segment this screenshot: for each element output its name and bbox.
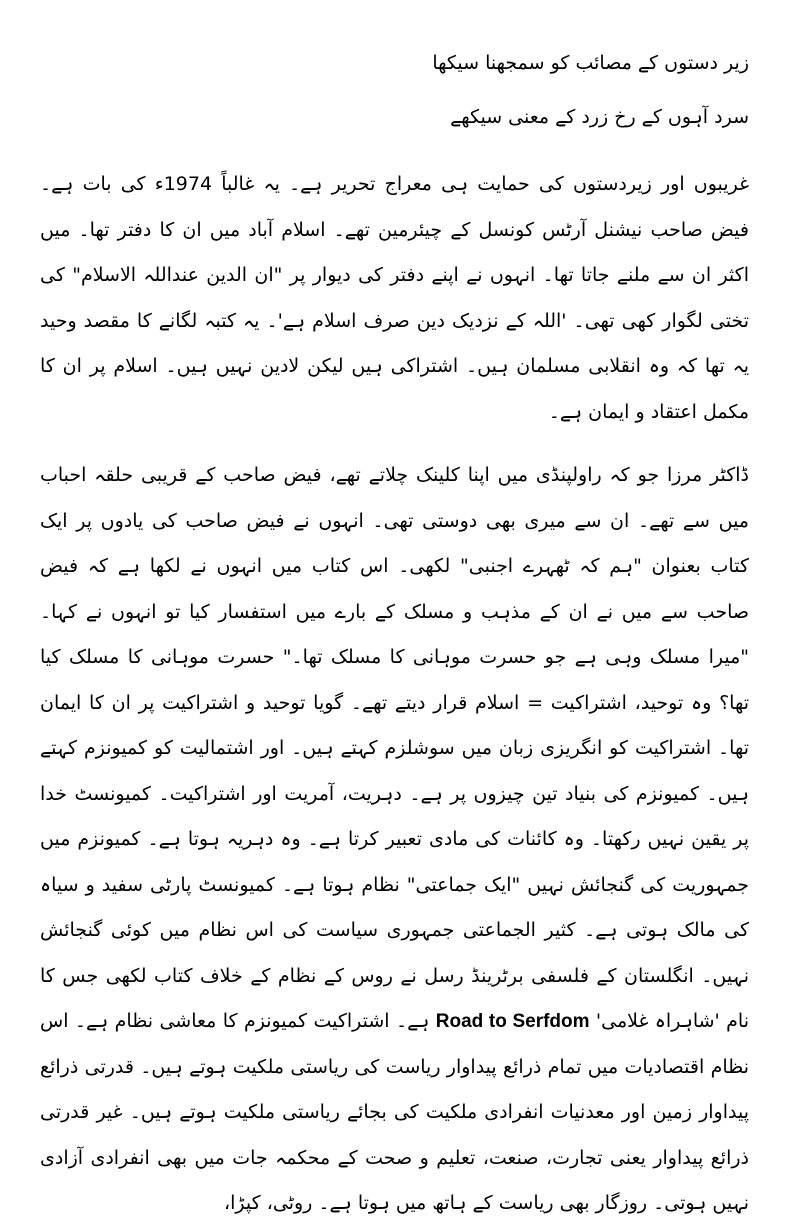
paragraph-1: غریبوں اور زیردستوں کی حمایت ہی معراج تحریر ہے۔ یہ غالباً 1974ء کی بات ہے۔ فیض صاحب نیشنل آرٹس کونسل کے چیئرمین تھے۔ اسلام آباد میں ان کا دفتر تھا۔ میں اکثر ان سے ملنے جاتا تھا۔ انہوں نے اپنے دفتر کی دیوار پر "ان الدین عنداللہ الاسلام" کی تختی لگوار کھی تھی۔ 'اللہ کے نزدیک دین صرف اسلام ہے'۔ یہ کتبہ لگانے کا مقصد وحید یہ تھا کہ وہ انقلابی مسلمان ہیں۔ اشتراکی ہیں لیکن لادین نہیں ہیں۔ اسلام پر ان کا مکمل اعتقاد و ایمان ہے۔ — [40, 173, 749, 423]
verse-line-1: زیر دستوں کے مصائب کو سمجھنا سیکھا — [432, 52, 749, 74]
paragraph-2-part-2: ہے۔ اشتراکیت کمیونزم کا معاشی نظام ہے۔ اس نظام اقتصادیات میں تمام ذرائع پیداوار ریاست کی ریاستی ملکیت ہوتے ہیں۔ قدرتی ذرائع پیداوار زمین اور معدنیات انفرادی ملکیت کی بجائے ریاستی ملکیت ہوتے ہیں۔ غیر قدرتی ذرائع پیداوار یعنی تجارت، صنعت، تعلیم و صحت کے محکمہ جات میں بھی انفرادی آزادی نہیں ہوتی۔ روزگار بھی ریاست کے ہاتھ میں ہوتا ہے۔ روٹی، کپڑا، — [40, 1010, 749, 1214]
english-book-title: Road to Serfdom — [435, 1011, 590, 1032]
verse-line-2: سرد آہوں کے رخ زرد کے معنی سیکھے — [450, 106, 749, 128]
paragraph-2-part-1: ڈاکٹر مرزا جو کہ راولپنڈی میں اپنا کلینک چلاتے تھے، فیض صاحب کے قریبی حلقہ احباب میں سے تھے۔ ان سے میری بھی دوستی تھی۔ انہوں نے فیض صاحب کی یادوں پر ایک کتاب بعنوان "ہم کہ ٹھہرے اجنبی" لکھی۔ اس کتاب میں انہوں نے لکھا ہے کہ فیض صاحب سے میں نے ان کے مذہب و مسلک کے بارے میں استفسار کیا تو انہوں نے کہا۔ "میرا مسلک وہی ہے جو حسرت موہانی کا مسلک تھا۔" حسرت موہانی کا مسلک کیا تھا؟ وہ توحید، اشتراکیت = اسلام قرار دیتے تھے۔ گویا توحید و اشتراکیت پر ان کا ایمان تھا۔ اشتراکیت کو انگریزی زبان میں سوشلزم کہتے ہیں۔ اور اشتمالیت کو کمیونزم کہتے ہیں۔ کمیونزم کی بنیاد تین چیزوں پر ہے۔ دہریت، آمریت اور اشتراکیت۔ کمیونسٹ خدا پر یقین نہیں رکھتا۔ وہ کائنات کی مادی تعبیر کرتا ہے۔ وہ دہریہ ہوتا ہے۔ کمیونزم میں جمہوریت کی گنجائش نہیں "ایک جماعتی" نظام ہوتا ہے۔ کمیونسٹ پارٹی سفید و سیاہ کی مالک ہوتی ہے۔ کثیر الجماعتی جمہوری سیاست کی اس نظام میں کوئی گنجائش نہیں۔ انگلستان کے فلسفی برٹرینڈ رسل نے روس کے نظام کے خلاف کتاب لکھی جس کا نام 'شاہراہ غلامی' — [40, 464, 749, 1032]
paragraph-2 — [40, 453, 749, 1227]
verse-couplet — [40, 36, 749, 144]
